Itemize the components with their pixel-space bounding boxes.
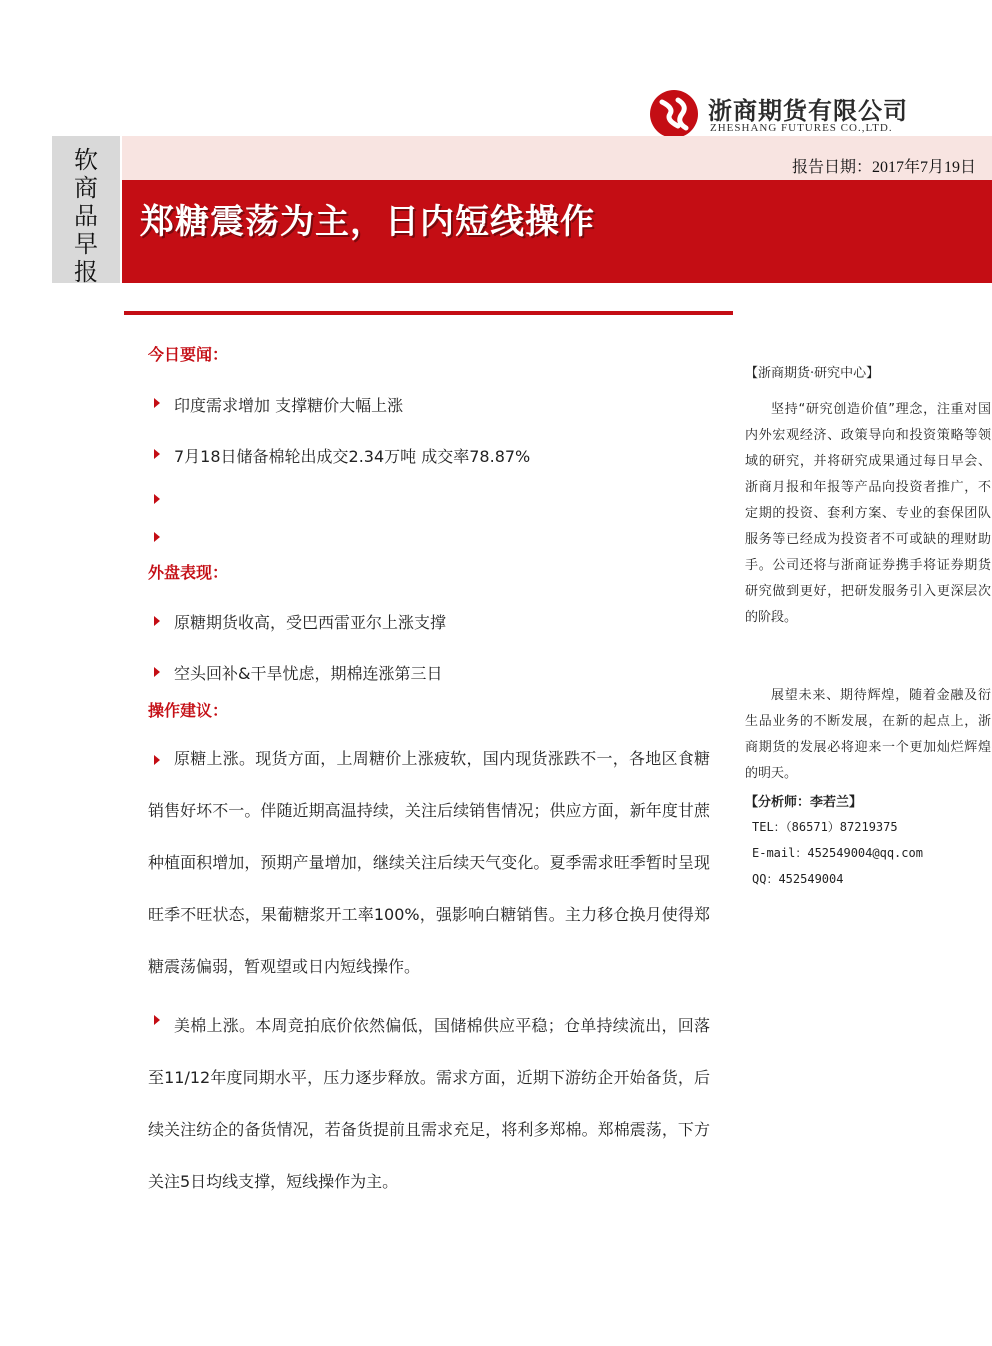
research-center-intro: 坚持“研究创造价值”理念，注重对国内外宏观经济、政策导向和投资策略等领域的研究，并将研究成果通过每日早会、浙商月报和年报等产品向投资者推广，不定期的投资、套利方案、专业的套保团队服务等已经成为投资者不可或缺的理财助手。公司还将与浙商证券携手将证券期货研究做到更好，把研发服务引入更深层次的阶段。 xyxy=(745,402,991,625)
company-logo xyxy=(648,88,938,140)
section-divider xyxy=(124,311,733,315)
report-title: 郑糖震荡为主，日内短线操作 xyxy=(140,202,595,242)
news-section-title: 今日要闻： xyxy=(148,345,229,364)
report-date: 报告日期：2017年7月19日 xyxy=(791,159,976,176)
company-name-cn: 浙商期货有限公司 xyxy=(708,97,908,125)
bullet-icon xyxy=(154,494,160,504)
news-item-2: 7月18日储备棉轮出成交2.34万吨 成交率78.87% xyxy=(174,447,531,466)
report-type-tab xyxy=(52,136,120,286)
report-type-label: 软 商 品 早 报 xyxy=(74,146,98,286)
news-item-1: 印度需求增加 支撑糖价大幅上涨 xyxy=(174,396,404,415)
overseas-item-2: 空头回补&干旱忧虑，期棉连涨第三日 xyxy=(174,664,443,683)
analyst-qq: QQ：452549004 xyxy=(752,872,844,886)
overseas-item-1: 原糖期货收高，受巴西雷亚尔上涨支撑 xyxy=(174,613,447,632)
bullet-icon xyxy=(154,398,160,408)
overseas-section-title: 外盘表现： xyxy=(148,563,229,582)
advice-section-title: 操作建议： xyxy=(148,701,229,720)
analyst-heading: 【分析师：李若兰】 xyxy=(745,795,863,810)
advice-paragraph-cotton: 美棉上涨。本周竞拍底价依然偏低，国储棉供应平稳；仓单持续流出，回落至11/12年度同期水平，压力逐步释放。需求方面，近期下游纺企开始备货，后续关注纺企的备货情况，若备货提前且需求充足，将利多郑棉。郑棉震荡，下方关注5日均线支撑，短线操作为主。 xyxy=(148,1016,710,1191)
analyst-email: E-mail：452549004@qq.com xyxy=(752,846,923,860)
bullet-icon xyxy=(154,616,160,626)
research-center-outlook: 展望未来、期待辉煌，随着金融及衍生品业务的不断发展，在新的起点上，浙商期货的发展必将迎来一个更加灿烂辉煌的明天。 xyxy=(745,688,991,781)
advice-cotton-clip xyxy=(140,1000,720,1191)
research-center-heading: 【浙商期货·研究中心】 xyxy=(745,366,880,381)
company-name-en: ZHESHANG FUTURES CO.,LTD. xyxy=(710,122,893,134)
bullet-icon xyxy=(154,532,160,542)
advice-paragraph-sugar: 原糖上涨。现货方面，上周糖价上涨疲软，国内现货涨跌不一，各地区食糖销售好坏不一。伴随近期高温持续，关注后续销售情况；供应方面，新年度甘蔗种植面积增加，预期产量增加，继续关注后续天气变化。夏季需求旺季暂时呈现旺季不旺状态，果葡糖浆开工率100%，强影响白糖销售。主力移仓换月使得郑糖震荡偏弱，暂观望或日内短线操作。 xyxy=(148,749,710,976)
zheshang-logo-icon xyxy=(648,88,700,140)
analyst-tel: TEL：（86571）87219375 xyxy=(752,820,898,834)
bullet-icon xyxy=(154,667,160,677)
bullet-icon xyxy=(154,449,160,459)
